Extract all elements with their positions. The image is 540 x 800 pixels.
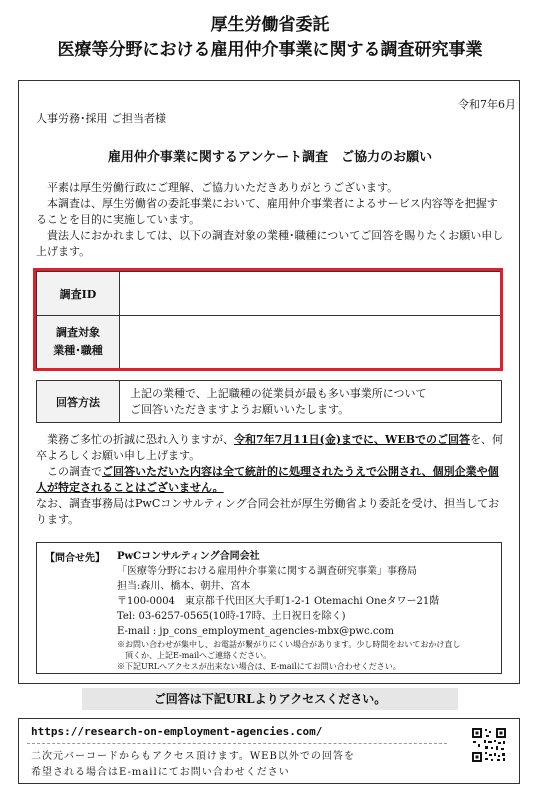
note-deadline — [36, 432, 506, 464]
note-deadline-date: 令和7年7月11日(金)までに、WEBでのご回答 — [234, 433, 471, 446]
qr-code-icon[interactable] — [471, 727, 507, 763]
url-instructions — [31, 749, 355, 781]
addressee: 人事労務･採用 ご担当者様 — [36, 112, 166, 125]
intro-paragraph-2: 本調査は、厚生労働省の委託事業において、雇用仲介事業者によるサービス内容等を把握することを目的に実施しています。 — [36, 197, 498, 226]
note-deadline-intro: 業務ご多忙の折誠に恐れ入りますが、 — [47, 433, 234, 446]
url-divider — [27, 743, 447, 744]
header-project: 医療等分野における雇用仲介事業に関する調査研究事業 — [57, 40, 483, 60]
answer-method-text: 上記の業種で、上記職種の従業員が最も多い事業所について ご回答いただきますようお願いいたします。 — [120, 381, 502, 423]
survey-id-label: 調査ID — [37, 272, 120, 316]
survey-target-label: 調査対象 業種･職種 — [37, 316, 120, 369]
intro-paragraph-3: 貴法人におかれましては、以下の調査対象の業種･職種についてご回答を賜りたくお願い申し上げます。 — [36, 229, 504, 258]
note-privacy-statement: ご回答いただいた内容は全て統計的に処理されたうえで公開され、個別企業や個人が特定されることはございません。 — [36, 465, 499, 494]
contact-note-2: 頂くか、上記E-mailへご連絡ください。 — [125, 651, 272, 660]
note-deadline-end: を、何卒よろしくお願い申し上げます。 — [36, 433, 504, 462]
url-box — [18, 718, 520, 784]
request-notes — [36, 432, 506, 528]
note-privacy-intro: この調査で — [47, 465, 102, 478]
survey-url-link[interactable]: https://research-on-employment-agencies.com/ — [31, 725, 323, 738]
url-instructions-line-1: 二次元バーコードからもアクセス頂けます。WEB以外での回答を — [31, 751, 355, 762]
note-privacy — [36, 464, 506, 496]
contact-company: PwCコンサルティング合同会社 — [117, 551, 260, 562]
highlight-box — [33, 268, 503, 371]
contact-note-3: ※下記URLへアクセスが出来ない場合は、E-mailにてお問い合わせください。 — [117, 662, 401, 671]
document-date: 令和7年6月 — [458, 98, 516, 111]
note-office: なお、調査事務局はPwCコンサルティング合同会社が厚生労働省より委託を受け、担当しております。 — [36, 497, 500, 526]
contact-staff: 担当:森川、橋本、朝井、宮本 — [117, 581, 251, 592]
document-title: 雇用仲介事業に関するアンケート調査 ご協力のお願い — [107, 150, 433, 165]
intro-text — [36, 180, 506, 260]
contact-tel: Tel: 03-6257-0565(10時-17時、土日祝日を除く) — [117, 611, 346, 622]
contact-note-1: ※お問い合わせが集中し、お電話が繋がりにくい場合があります。少し時間をおいておかけ直し — [117, 640, 461, 649]
access-banner: ご回答は下記URLよりアクセスください。 — [82, 688, 458, 710]
page-header — [0, 14, 540, 62]
url-instructions-line-2: 希望される場合はE-mailにてお問い合わせください — [31, 767, 290, 778]
contact-address: 〒100-0004 東京都千代田区大手町1-2-1 Otemachi Oneタワー21階 — [117, 596, 440, 607]
contact-email[interactable]: E-mail : jp_cons_employment_agencies-mbx@pwc.com — [117, 626, 394, 637]
contact-label: 【問合せ先】 — [45, 553, 105, 564]
contact-office: 「医療等分野における雇用仲介事業に関する調査研究事業」事務局 — [117, 566, 417, 577]
intro-paragraph-1: 平素は厚生労働行政にご理解、ご協力いただきありがとうございます。 — [47, 181, 399, 194]
answer-method-table — [36, 380, 502, 423]
answer-method-label: 回答方法 — [37, 381, 120, 423]
contact-box — [36, 542, 502, 674]
contact-details — [117, 549, 460, 672]
header-ministry: 厚生労働省委託 — [210, 15, 330, 35]
